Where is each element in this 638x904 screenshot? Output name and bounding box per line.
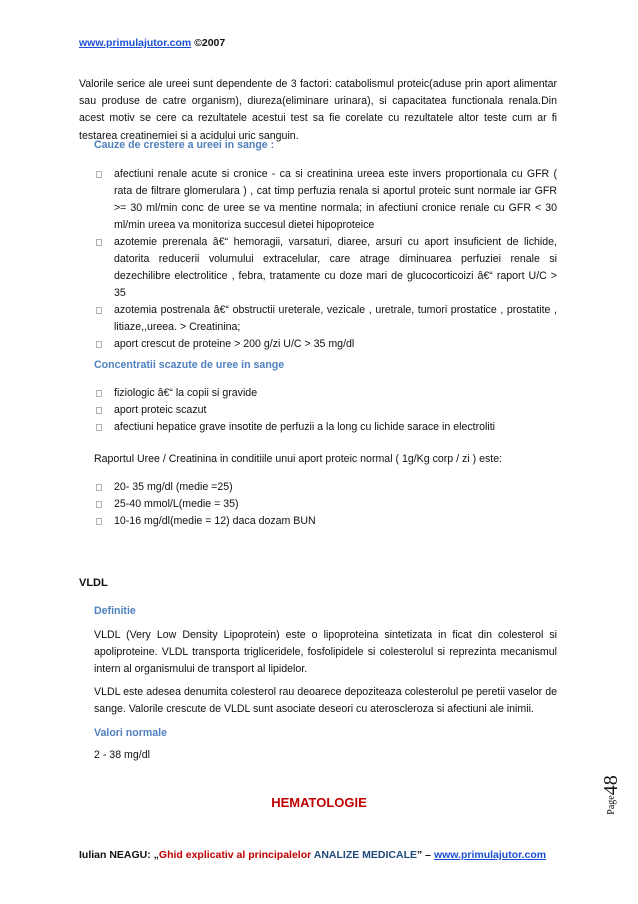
list-item: 25-40 mmol/L(medie = 35) xyxy=(94,496,557,513)
list-item: aport proteic scazut xyxy=(94,402,557,419)
bullet-box-icon xyxy=(96,341,102,348)
footer-author: Iulian NEAGU: „ xyxy=(79,849,159,861)
list-item: afectiuni renale acute si cronice - ca si creatinina ureea este invers proportionala cu GFR ( rata de filtrare glomerulara ) , cat timp perfuzia renala si aportul proteic sunt normale iar GFR >= 30 ml/min conc de uree se va mentine normala; in afectiuni cronice renale cu GFR < 30 ml/min ureea va monitoriza succesul dietei hipoproteice xyxy=(94,166,557,234)
footer-analyses: ANALIZE MEDICALE xyxy=(313,849,417,861)
page-number xyxy=(581,765,638,825)
bullet-box-icon xyxy=(96,407,102,414)
vldl-paragraph-1: VLDL (Very Low Density Lipoprotein) este o lipoproteina sintetizata in ficat din colesterol si apoliproteine. VLDL transporta trigliceridele, fosfolipidele si colesterolul si reprezinta mecanismul intern al organismului de transport al lipidelor. xyxy=(94,629,557,675)
header-copyright: ©2007 xyxy=(194,37,226,49)
bullet-box-icon xyxy=(96,424,102,431)
page-number-value: 48 xyxy=(599,775,622,796)
list-item: azotemie prerenala â€“ hemoragii, varsaturi, diaree, arsuri cu aport insuficient de lichide, datorita reducerii volumului extracelular, care atrage diminuarea perfuziei renale si dezechilibre electrolitice , febra, tratamente cu doze mari de glucocorticoizi â€“ raport U/C > 35 xyxy=(94,234,557,302)
bullet-box-icon xyxy=(96,501,102,508)
bullet-box-icon xyxy=(96,307,102,314)
intro-paragraph: Valorile serice ale ureei sunt dependente de 3 factori: catabolismul proteic(aduse prin aport alimentar sau produse de catre organism), diureza(eliminare urinara), si capacitatea functionala renala.Din acest motiv se cere ca rezultatele acestui test sa fie corelate cu rezultatele altor teste cum ar fi testarea creatinemiei si a acidului uric sanguin. xyxy=(79,78,557,142)
list-item: afectiuni hepatice grave insotite de perfuzii a la long cu lichide sarace in electroliti xyxy=(94,419,557,436)
list-item: fiziologic â€“ la copii si gravide xyxy=(94,385,557,402)
footer-separator: ” – xyxy=(417,849,434,861)
vldl-normal-value: 2 - 38 mg/dl xyxy=(94,749,150,761)
ratio-text: Raportul Uree / Creatinina in conditiile unui aport proteic normal ( 1g/Kg corp / zi ) este: xyxy=(94,453,503,465)
causes-up-title: Cauze de crestere a ureei in sange : xyxy=(94,139,275,151)
causes-down-title: Concentratii scazute de uree in sange xyxy=(94,359,285,371)
hematologie-heading: HEMATOLOGIE xyxy=(271,795,367,810)
footer-guide: Ghid explicativ al principalelor xyxy=(158,849,314,861)
page-label: Page xyxy=(605,795,617,815)
list-item: azotemia postrenala â€“ obstructii ureterale, vezicale , uretrale, tumori prostatice , prostatite , litiaze,,ureea. > Creatinina; xyxy=(94,302,557,336)
vldl-definition-title: Definitie xyxy=(94,605,136,617)
bullet-box-icon xyxy=(96,390,102,397)
footer-site-link[interactable]: www.primulajutor.com xyxy=(433,849,547,861)
page-header xyxy=(79,37,225,49)
vldl-paragraph-2: VLDL este adesea denumita colesterol rau deoarece depoziteaza colesterolul pe peretii vaselor de sange. Valorile crescute de VLDL sunt asociate deseori cu ateroscleroza si afectiuni ale inimii. xyxy=(94,686,557,715)
bullet-box-icon xyxy=(96,518,102,525)
list-item: aport crescut de proteine > 200 g/zi U/C > 35 mg/dl xyxy=(94,336,557,353)
causes-down-list xyxy=(94,385,557,436)
vldl-title: VLDL xyxy=(79,577,108,589)
list-item: 10-16 mg/dl(medie = 12) daca dozam BUN xyxy=(94,513,557,530)
list-item: 20- 35 mg/dl (medie =25) xyxy=(94,479,557,496)
bullet-box-icon xyxy=(96,171,102,178)
vldl-normal-values-title: Valori normale xyxy=(94,727,168,739)
bullet-box-icon xyxy=(96,239,102,246)
bullet-box-icon xyxy=(96,484,102,491)
ratio-list xyxy=(94,479,557,530)
header-site-link[interactable]: www.primulajutor.com xyxy=(79,37,192,49)
causes-up-list xyxy=(94,166,557,353)
page-footer xyxy=(79,849,546,861)
